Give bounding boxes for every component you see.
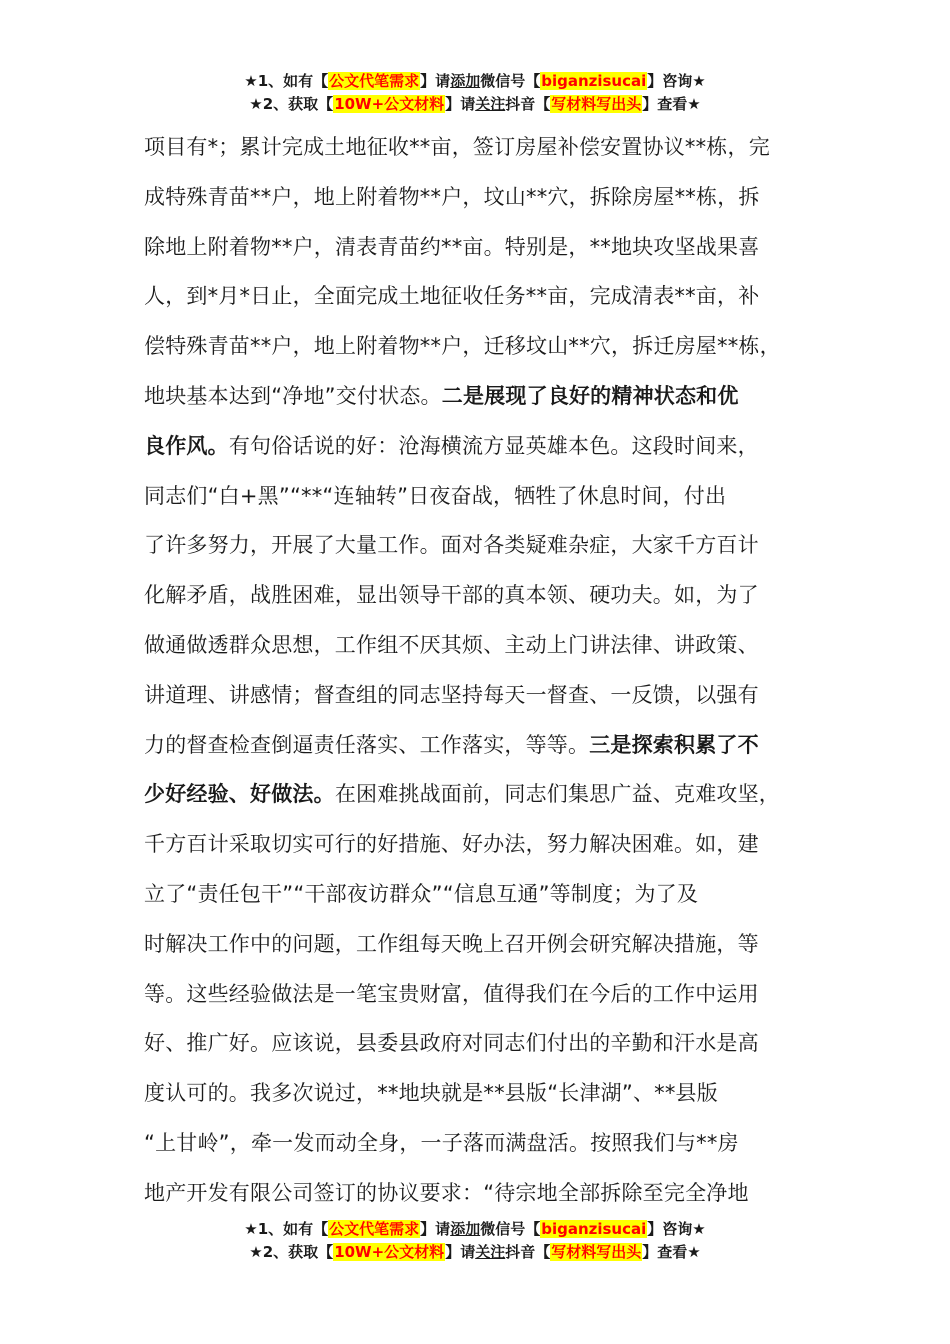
body-line: 项目有*；累计完成土地征收**亩，签订房屋补偿安置协议**栋，完 [144,135,770,159]
body-line: 同志们“白+黑”“**“连轴转”日夜奋战，牺牲了休息时间，付出 [144,483,727,508]
banner-text: 抖音【 [505,1243,551,1261]
body-text: 力的督查检查倒逼责任落实、工作落实，等等。 [144,732,590,757]
body-line [144,422,834,472]
banner-underlined: 添加 [450,1220,481,1238]
body-line [144,770,834,820]
banner-text: 】请 [420,72,451,90]
body-line: 除地上附着物**户，清表青苗约**亩。特别是，**地块攻坚战果喜 [144,234,760,259]
banner-text: 】查看★ [642,95,701,113]
banner-line-1 [0,70,950,93]
banner-underlined: 添加 [450,72,481,90]
banner-text: 】请 [445,95,476,113]
body-line: 人，到*月*日止，全面完成土地征收任务**亩，完成清表**亩，补 [144,284,760,309]
body-line: 立了“责任包干”“干部夜访群众”“信息互通”等制度；为了及 [144,881,699,906]
douyin-id-highlight: 写材料写出头 [551,95,642,113]
body-line: “上甘岭”，牵一发而动全身，一子落而满盘活。按照我们与**房 [144,1130,739,1155]
body-line: 化解矛盾，战胜困难，显出领导干部的真本领、硬功夫。如，为了 [144,583,759,608]
bold-heading: 良作风。 [144,433,229,458]
banner-underlined: 关注 [475,1243,506,1261]
banner-text: ★1、如有【 [244,72,329,90]
banner-highlight: 10W+公文材料 [334,1243,445,1261]
banner-text: 】请 [445,1243,476,1261]
banner-text: 】查看★ [642,1243,701,1261]
body-line: 好、推广好。应该说，县委县政府对同志们付出的辛勤和汗水是高 [144,1031,759,1056]
bold-heading: 二是展现了良好的精神状态和优 [441,383,739,408]
wechat-id-highlight: biganzisucai [541,1220,647,1238]
top-banner [0,70,950,116]
banner-line-2 [0,93,950,116]
banner-text: 抖音【 [505,95,551,113]
body-line: 地产开发有限公司签订的协议要求：“待宗地全部拆除至完全净地 [144,1180,749,1205]
body-line: 时解决工作中的问题，工作组每天晚上召开例会研究解决措施，等 [144,931,759,956]
banner-text: 】咨询★ [647,1220,706,1238]
banner-highlight: 公文代笔需求 [329,72,420,90]
body-line: 了许多努力，开展了大量工作。面对各类疑难杂症，大家千方百计 [144,533,759,558]
bottom-banner [0,1218,950,1264]
banner-text: ★1、如有【 [244,1220,329,1238]
body-line: 成特殊青苗**户，地上附着物**户，坟山**穴，拆除房屋**栋，拆 [144,184,760,209]
banner-text: ★2、获取【 [249,95,334,113]
bold-heading: 少好经验、好做法。 [144,782,335,807]
banner-line-1 [0,1218,950,1241]
banner-line-2 [0,1241,950,1264]
body-line: 讲道理、讲感情；督查组的同志坚持每天一督查、一反馈，以强有 [144,682,759,707]
body-line [144,721,834,771]
banner-text: 微信号【 [480,1220,541,1238]
banner-highlight: 公文代笔需求 [329,1220,420,1238]
body-line: 千方百计采取切实可行的好措施、好办法，努力解决困难。如，建 [144,832,759,857]
bold-heading: 三是探索积累了不 [589,732,759,757]
banner-highlight: 10W+公文材料 [334,95,445,113]
body-line [144,372,834,422]
body-line: 做通做透群众思想，工作组不厌其烦、主动上门讲法律、讲政策、 [144,632,759,657]
douyin-id-highlight: 写材料写出头 [551,1243,642,1261]
banner-underlined: 关注 [475,95,506,113]
document-body [144,123,834,1219]
banner-text: ★2、获取【 [249,1243,334,1261]
banner-text: 】请 [420,1220,451,1238]
body-line: 等。这些经验做法是一笔宝贵财富，值得我们在今后的工作中运用 [144,981,759,1006]
body-line: 偿特殊青苗**户，地上附着物**户，迁移坟山**穴，拆迁房屋**栋， [144,334,781,359]
body-text: 地块基本达到“净地”交付状态。 [144,383,442,408]
wechat-id-highlight: biganzisucai [541,72,647,90]
banner-text: 微信号【 [480,72,541,90]
body-text: 有句俗话说的好：沧海横流方显英雄本色。这段时间来， [228,433,759,458]
banner-text: 】咨询★ [647,72,706,90]
body-text: 在困难挑战面前，同志们集思广益、克难攻坚， [334,782,781,807]
body-line: 度认可的。我多次说过，**地块就是**县版“长津湖”、**县版 [144,1081,718,1106]
